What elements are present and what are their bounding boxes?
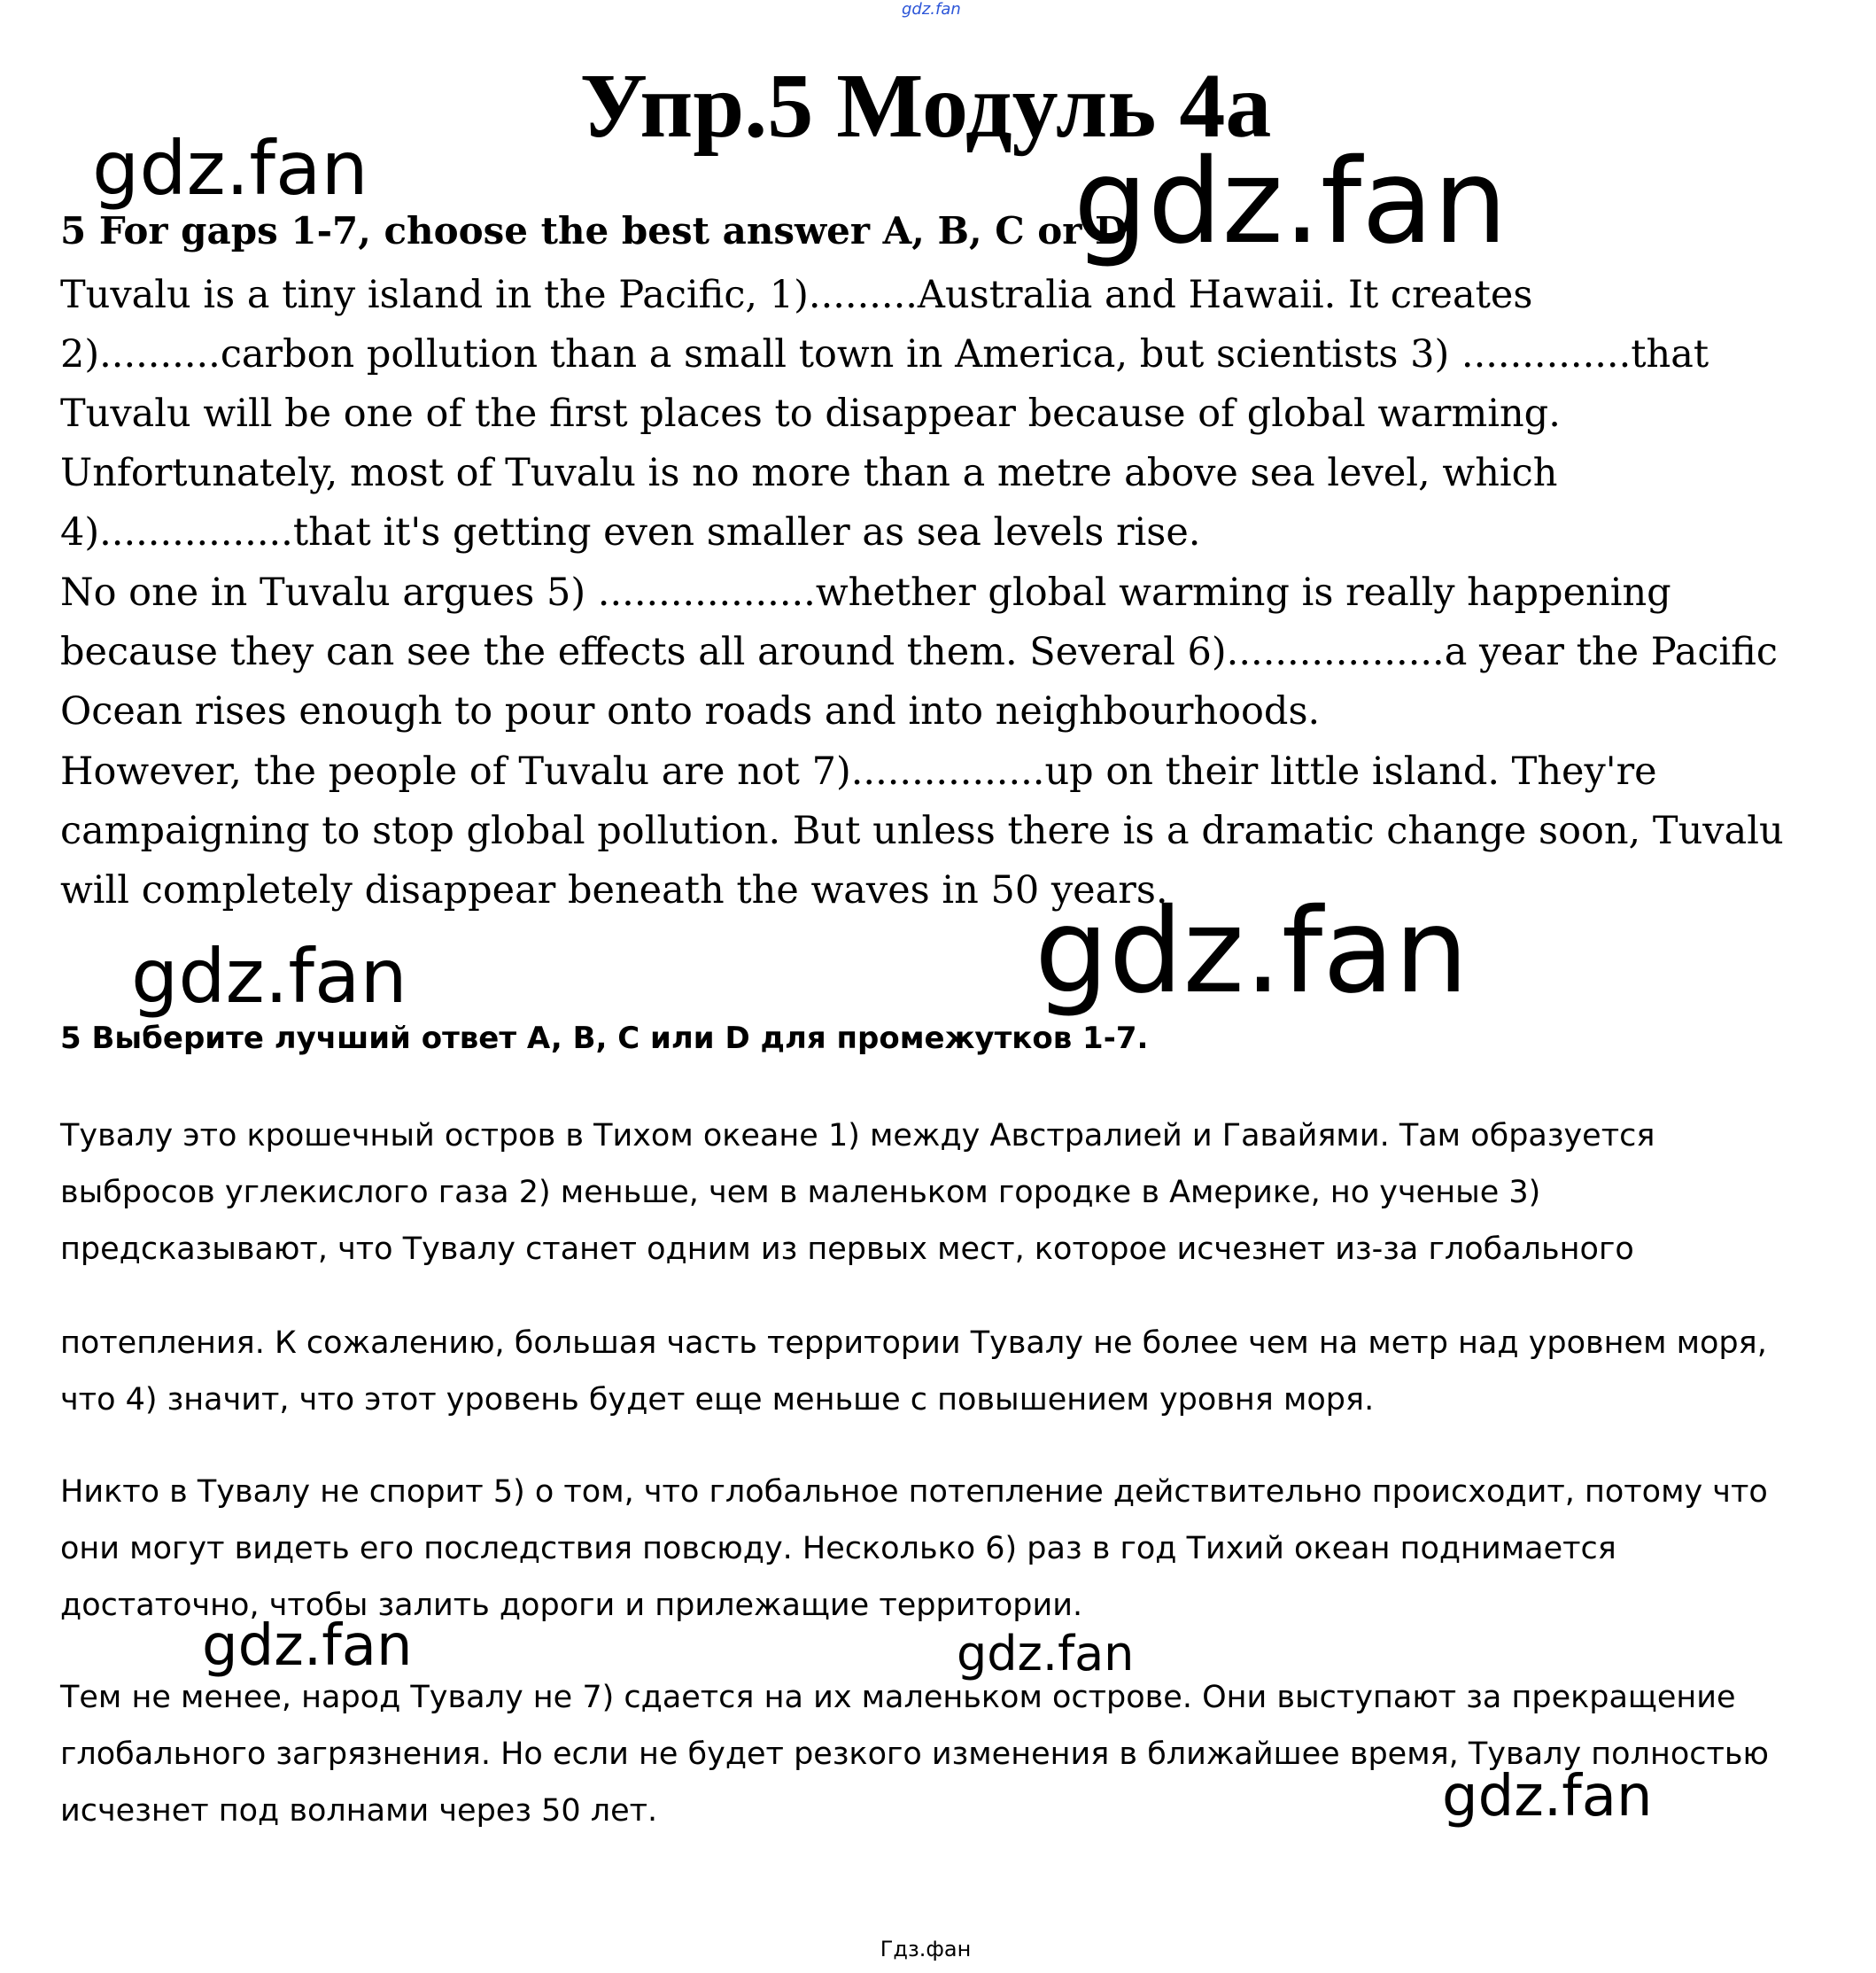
watermark: gdz.fan <box>131 933 407 1020</box>
watermark: gdz.fan <box>1035 883 1469 1020</box>
top-watermark: gdz.fan <box>902 0 961 19</box>
english-paragraph-2: No one in Tuvalu argues 5) ..................whether global warming is really happening because they can see the effects all around them. Several 6)..................a year the Pacific Ocean rises enough to pour onto roads and into neighbourhoods. <box>60 571 1778 734</box>
watermark: gdz.fan <box>1074 134 1508 270</box>
russian-paragraph-1: Тувалу это крошечный остров в Тихом океане 1) между Австралией и Гавайями. Там образуется выбросов углекислого газа 2) меньше, чем в маленьком городке в Америке, но ученые 3) предсказывают, что Тувалу станет одним из первых мест, которое исчезнет из-за глобального <box>60 1118 1655 1267</box>
russian-paragraph-2: потепления. К сожалению, большая часть территории Тувалу не более чем на метр над уровнем моря, что 4) значит, что этот уровень будет еще меньше с повышением уровня моря. <box>60 1325 1767 1418</box>
english-paragraph-1: Tuvalu is a tiny island in the Pacific, 1).........Australia and Hawaii. It creates 2)..........carbon pollution than a small town in America, but scientists 3) ..............that Tuvalu will be one of the first places to disappear because of global warming. Unfortunately, most of Tuvalu is no more than a metre above sea level, which 4)................that it's getting even smaller as sea levels rise. <box>60 273 1709 555</box>
watermark: gdz.fan <box>1442 1764 1653 1829</box>
russian-paragraph-3: Никто в Тувалу не спорит 5) о том, что глобальное потепление действительно происходит, потому что они могут видеть его последствия повсюду. Несколько 6) раз в год Тихий океан поднимается достаточно, чтобы залить дороги и прилежащие территории. <box>60 1474 1768 1623</box>
page-title: Упр.5 Модуль 4a <box>579 55 1272 157</box>
task-instruction-english: 5 For gaps 1-7, choose the best answer A, B, C or D. <box>60 209 1139 252</box>
english-paragraph-3: However, the people of Tuvalu are not 7)................up on their little island. They're campaigning to stop global pollution. But unless there is a dramatic change soon, Tuvalu will completely disappear beneath the waves in 50 years. <box>60 750 1784 913</box>
watermark: gdz.fan <box>202 1613 413 1679</box>
russian-paragraph-4: Тем не менее, народ Тувалу не 7) сдается на их маленьком острове. Они выступают за прекращение глобального загрязнения. Но если не будет резкого изменения в ближайшее время, Тувалу полностью исчезнет под волнами через 50 лет. <box>60 1680 1769 1829</box>
watermark: gdz.fan <box>957 1626 1135 1682</box>
footer-text: Гдз.фан <box>880 1937 972 1961</box>
task-instruction-russian: 5 Выберите лучший ответ A, B, C или D для промежутков 1-7. <box>60 1021 1149 1056</box>
watermark: gdz.fan <box>92 125 368 212</box>
